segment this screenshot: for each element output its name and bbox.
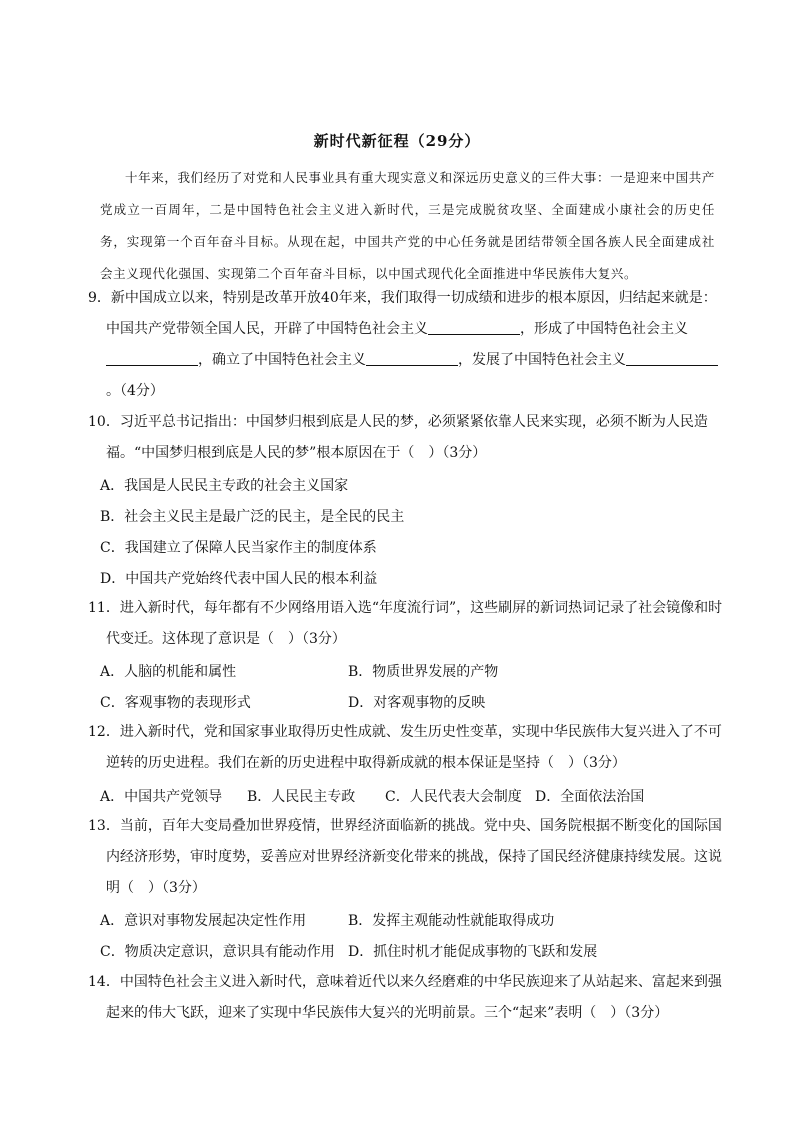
q11-option-a[interactable]: A．人脑的机能和属性 [100,664,237,680]
q11-option-d[interactable]: D．对客观事物的反映 [348,695,486,711]
q13-option-d[interactable]: D．抓住时机才能促成事物的飞跃和发展 [348,944,598,960]
question-13-text: 当前，百年大变局叠加世界疫情，世界经济面临新的挑战。党中央、国务院根据不断变化的国际国内经济形势，审时度势，妥善应对世界经济新变化带来的挑战，保持了国民经济健康持续发展。这说明（ ）（3分） [106,818,722,896]
question-number: 14． [88,974,120,990]
question-10 [88,407,728,469]
q12-option-d[interactable]: D．全面依法治国 [535,789,645,805]
q13-option-c[interactable]: C．物质决定意识，意识具有能动作用 [100,944,335,960]
q10-option-d[interactable]: D．中国共产党始终代表中国人民的根本利益 [100,571,378,587]
q10-option-b[interactable]: B．社会主义民主是最广泛的民主，是全民的民主 [100,509,405,525]
q11-option-b[interactable]: B．物质世界发展的产物 [348,664,499,680]
question-11 [88,593,728,655]
q10-option-a[interactable]: A．我国是人民民主专政的社会主义国家 [100,478,349,494]
answer-blank-1[interactable] [428,320,520,335]
question-10-text: 习近平总书记指出：中国梦归根到底是人民的梦，必须紧紧依靠人民来实现，必须不断为人民造福。“中国梦归根到底是人民的梦”根本原因在于（ ）（3分） [106,414,708,461]
question-9-text: 9．新中国成立以来，特别是改革开放40年来，我们取得一切成绩和进步的根本原因，归结起来就是：中国共产党带领全国人民，开辟了中国特色社会主义 ，形成了中国特色社会主义，确立了中国特色社会主义 ，发展了中国特色社会主义。（4分） [88,290,717,399]
question-number: 11． [88,600,120,616]
q12-option-c[interactable]: C．人民代表大会制度 [385,789,522,805]
question-11-text: 进入新时代，每年都有不少网络用语入选“年度流行词”，这些刷屏的新词热词记录了社会镜像和时代变迁。这体现了意识是（ ）（3分） [106,600,723,647]
question-number: 12． [88,724,120,740]
q12-option-b[interactable]: B．人民民主专政 [247,789,356,805]
question-number: 9． [88,290,111,306]
answer-blank-3[interactable] [366,351,458,366]
section-intro: 十年来，我们经历了对党和人民事业具有重大现实意义和深远历史意义的三件大事：一是迎来中国共产党成立一百周年，二是中国特色社会主义进入新时代，三是完成脱贫攻坚、全面建成小康社会的历史任务，实现第一个百年奋斗目标。从现在起，中国共产党的中心任务就是团结带领全国各族人民全面建成社会主义现代化强国、实现第二个百年奋斗目标，以中国式现代化全面推进中华民族伟大复兴。 [100,170,715,281]
answer-blank-2[interactable] [106,351,198,366]
question-14 [88,967,728,1029]
question-9 [88,283,728,407]
question-12 [88,717,728,779]
q10-option-c[interactable]: C．我国建立了保障人民当家作主的制度体系 [100,540,377,556]
section-title: 新时代新征程（29分） [313,132,481,150]
q13-option-b[interactable]: B．发挥主观能动性就能取得成功 [348,913,555,929]
question-number: 10． [88,414,120,430]
q12-option-a[interactable]: A．中国共产党领导 [100,789,223,805]
question-13 [88,811,728,904]
question-12-text: 进入新时代，党和国家事业取得历史性成就、发生历史性变革，实现中华民族伟大复兴进入了不可逆转的历史进程。我们在新的历史进程中取得新成就的根本保证是坚持（ ）（3分） [106,724,722,771]
answer-blank-4[interactable] [626,351,718,366]
q11-option-c[interactable]: C．客观事物的表现形式 [100,695,251,711]
q13-option-a[interactable]: A．意识对事物发展起决定性作用 [100,913,307,929]
question-number: 13． [88,818,120,834]
question-14-text: 中国特色社会主义进入新时代，意味着近代以来久经磨难的中华民族迎来了从站起来、富起来到强起来的伟大飞跃，迎来了实现中华民族伟大复兴的光明前景。三个“起来”表明（ ）（3分） [106,974,722,1021]
